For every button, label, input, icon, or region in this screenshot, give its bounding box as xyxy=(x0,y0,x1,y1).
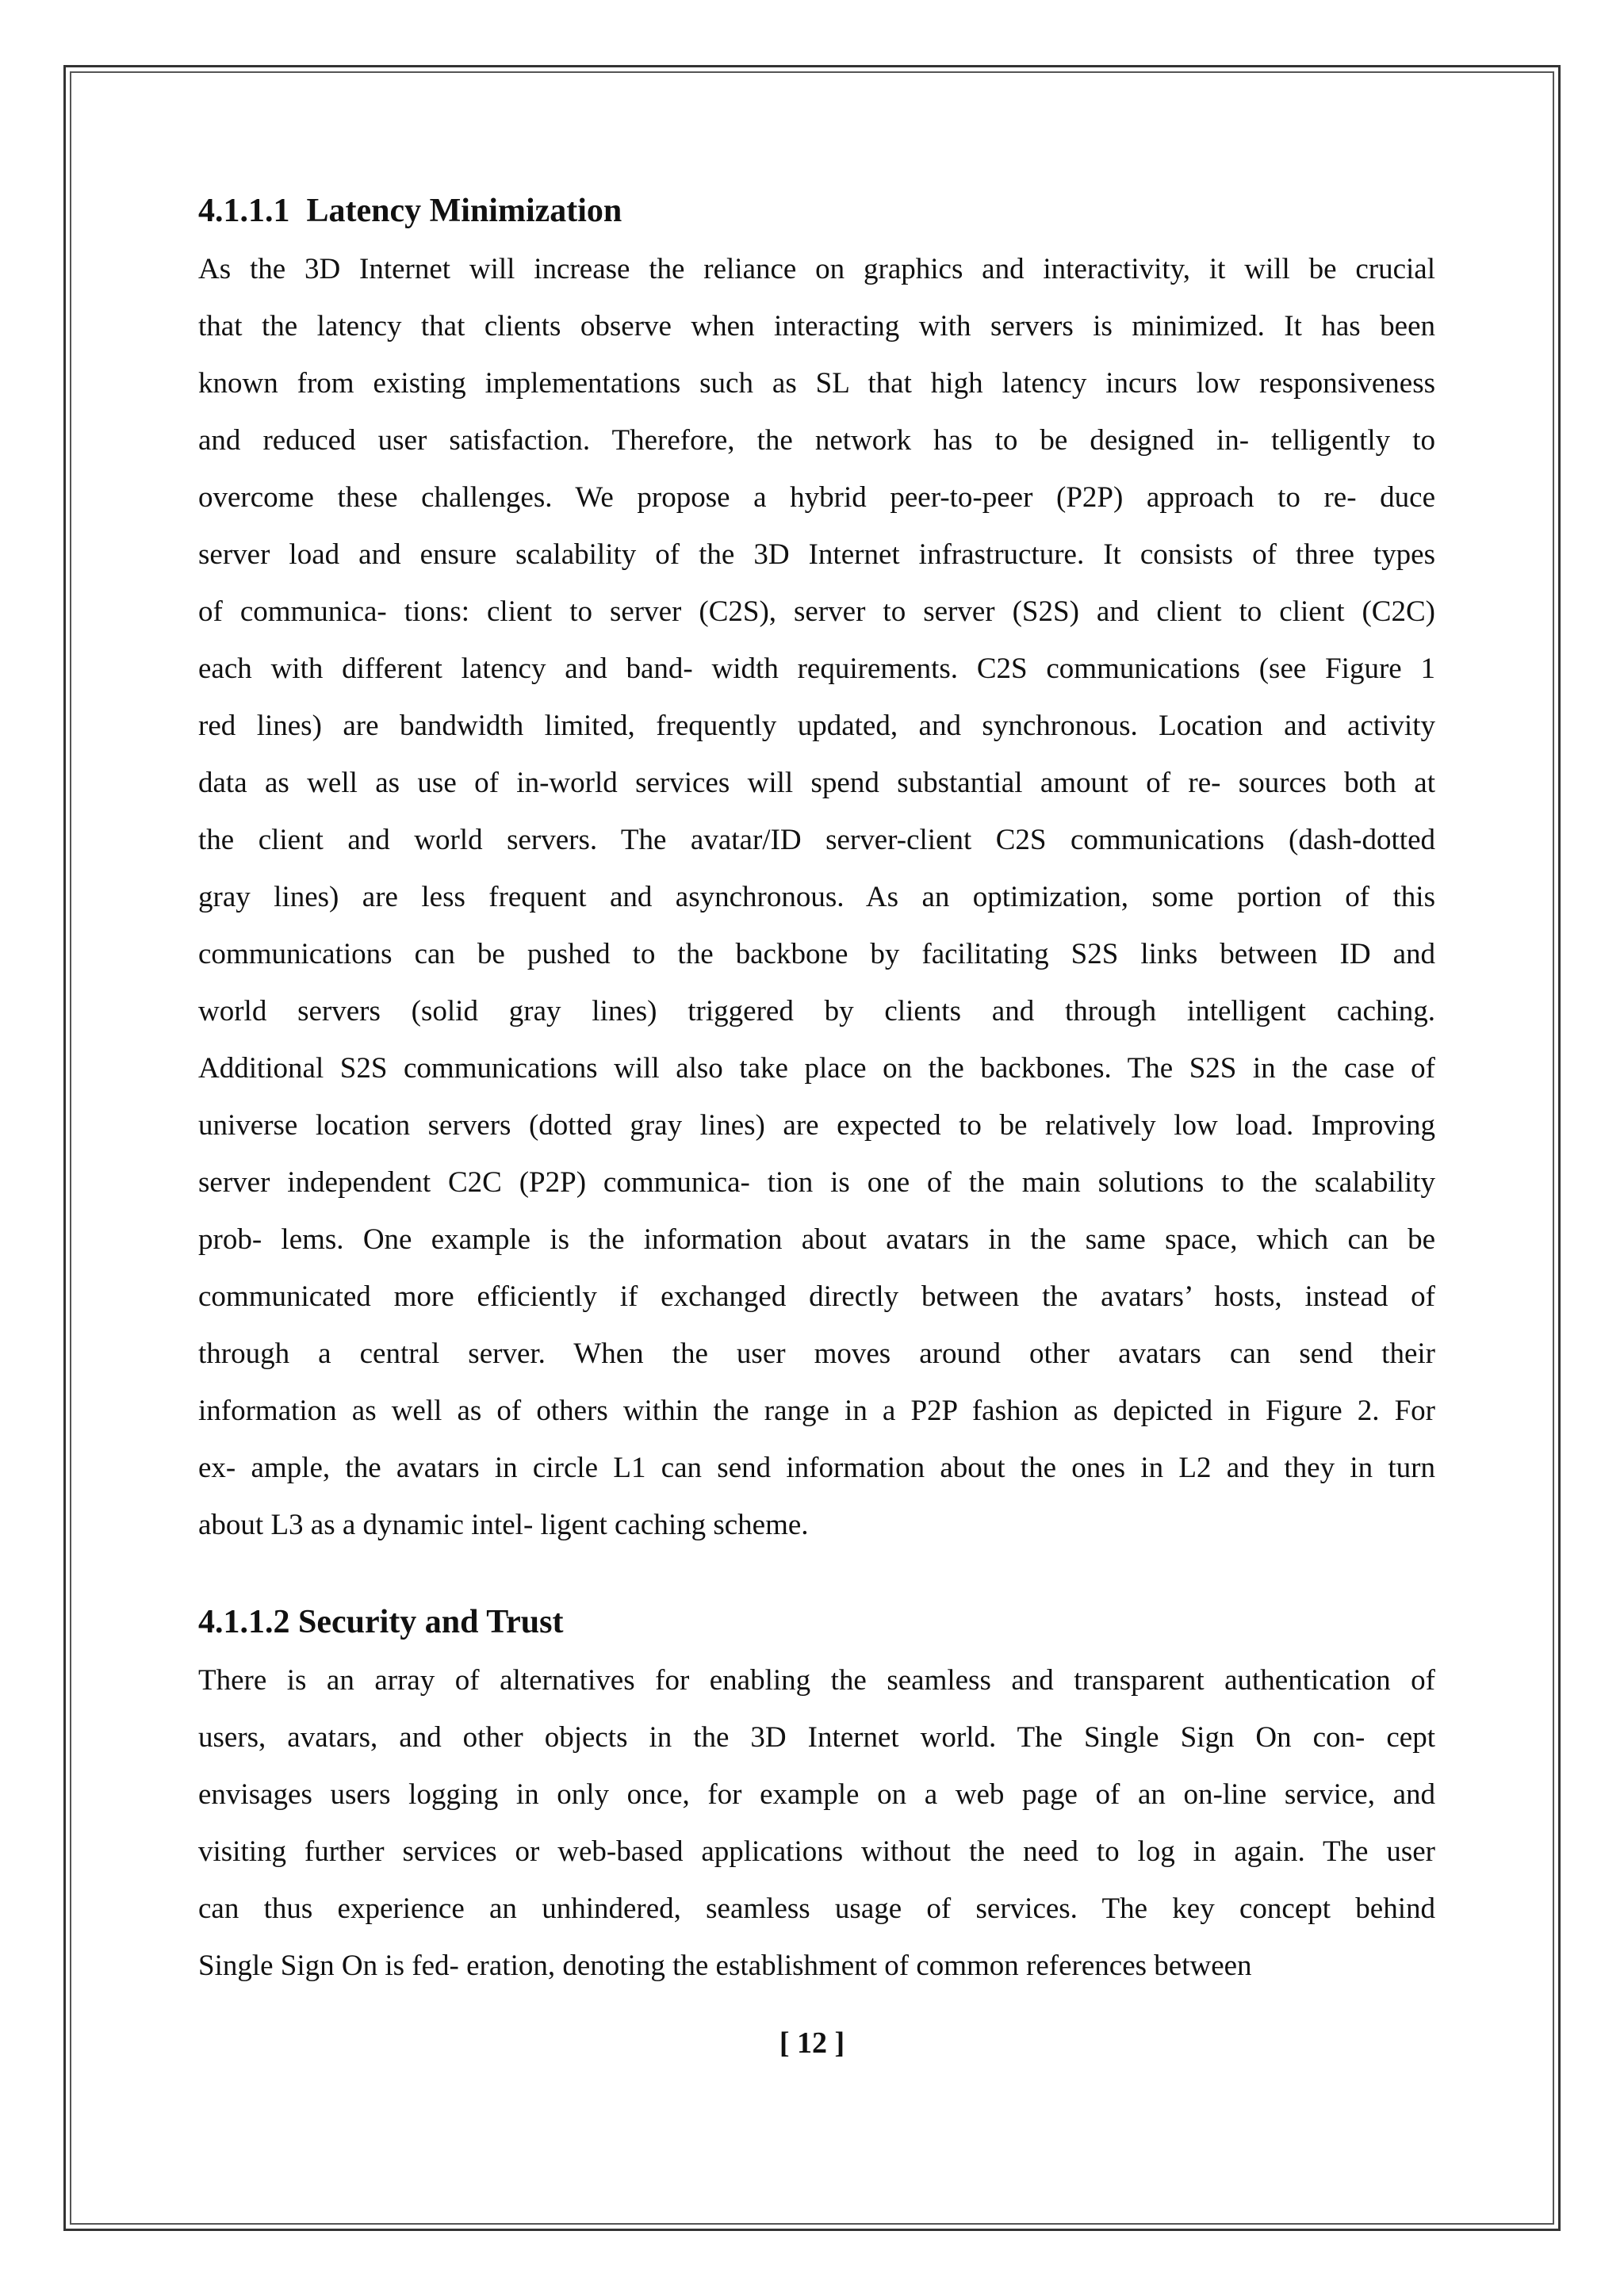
text-line: red lines) are bandwidth limited, frequently updated, and synchronous. Location and activity xyxy=(198,710,1435,742)
text-line: information as well as of others within the range in a P2P fashion as depicted in Figure 2. For xyxy=(198,1395,1435,1427)
text-line: ex- ample, the avatars in circle L1 can send information about the ones in L2 and they in turn xyxy=(198,1452,1435,1484)
text-line: users, avatars, and other objects in the 3D Internet world. The Single Sign On con- cept xyxy=(198,1721,1435,1754)
text-line: communications can be pushed to the backbone by facilitating S2S links between ID and xyxy=(198,938,1435,970)
section-latency-minimization xyxy=(198,187,1435,1554)
text-line: the client and world servers. The avatar/ID server-client C2S communications (dash-dotted xyxy=(198,824,1435,856)
text-line: about L3 as a dynamic intel- ligent caching scheme. xyxy=(198,1509,809,1541)
section-spacer xyxy=(198,1554,1435,1598)
text-line: each with different latency and band- width requirements. C2S communications (see Figure 1 xyxy=(198,652,1435,685)
text-line: communicated more efficiently if exchanged directly between the avatars’ hosts, instead of xyxy=(198,1280,1435,1313)
page-content xyxy=(198,187,1435,1995)
section-paragraph xyxy=(198,241,1435,1554)
text-line: gray lines) are less frequent and asynchronous. As an optimization, some portion of this xyxy=(198,881,1435,913)
text-line: universe location servers (dotted gray lines) are expected to be relatively low load. Improving xyxy=(198,1109,1435,1142)
section-heading: 4.1.1.1 Latency Minimization xyxy=(198,193,622,229)
text-line: and reduced user satisfaction. Therefore, the network has to be designed in- telligently to xyxy=(198,424,1435,457)
text-line: Single Sign On is fed- eration, denoting the establishment of common references between xyxy=(198,1950,1252,1982)
text-line: prob- lems. One example is the information about avatars in the same space, which can be xyxy=(198,1223,1435,1256)
text-line: can thus experience an unhindered, seamless usage of services. The key concept behind xyxy=(198,1892,1435,1925)
text-line: data as well as use of in-world services will spend substantial amount of re- sources both at xyxy=(198,767,1435,799)
section-security-and-trust xyxy=(198,1598,1435,1995)
text-line: visiting further services or web-based applications without the need to log in again. The user xyxy=(198,1835,1435,1868)
page-number: [ 12 ] xyxy=(779,2026,845,2060)
text-line: Additional S2S communications will also take place on the backbones. The S2S in the case of xyxy=(198,1052,1435,1085)
text-line: As the 3D Internet will increase the reliance on graphics and interactivity, it will be crucial xyxy=(198,253,1435,285)
text-line: There is an array of alternatives for enabling the seamless and transparent authentication of xyxy=(198,1664,1435,1697)
text-line: of communica- tions: client to server (C2S), server to server (S2S) and client to client (C2C) xyxy=(198,595,1435,628)
text-line: envisages users logging in only once, for example on a web page of an on-line service, and xyxy=(198,1778,1435,1811)
text-line: through a central server. When the user moves around other avatars can send their xyxy=(198,1337,1435,1370)
text-line: server load and ensure scalability of the 3D Internet infrastructure. It consists of three types xyxy=(198,538,1435,571)
text-line: server independent C2C (P2P) communica- tion is one of the main solutions to the scalability xyxy=(198,1166,1435,1199)
text-line: that the latency that clients observe when interacting with servers is minimized. It has been xyxy=(198,310,1435,342)
text-line: overcome these challenges. We propose a hybrid peer-to-peer (P2P) approach to re- duce xyxy=(198,481,1435,514)
text-line: world servers (solid gray lines) triggered by clients and through intelligent caching. xyxy=(198,995,1435,1027)
text-line: known from existing implementations such as SL that high latency incurs low responsiveness xyxy=(198,367,1435,400)
section-paragraph xyxy=(198,1652,1435,1995)
section-heading: 4.1.1.2 Security and Trust xyxy=(198,1604,564,1640)
